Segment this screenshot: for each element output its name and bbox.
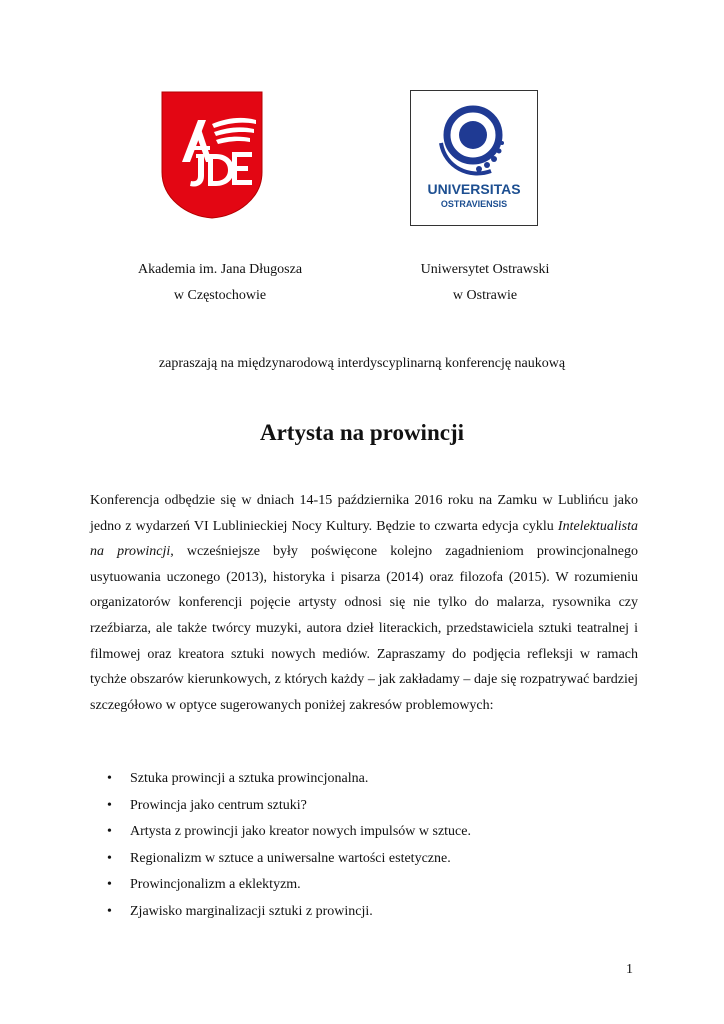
page-number: 1: [626, 962, 633, 977]
institution-right-name: Uniwersytet Ostrawski: [420, 262, 550, 277]
list-item-text: Sztuka prowincji a sztuka prowincjonalna.: [130, 771, 369, 786]
body-text-part2: , wcześniejsze były poświęcone kolejno zagadnieniom prowincjonalnego usytuowania uczonego (2013), historyka i pisarza (2014) oraz filozofa (2015). W rozumieniu organizatorów konferencji pojęcie artysty odnosi się nie tylko do malarza, rysownika czy rzeźbiarza, ale także twórcy muzyki, autora dzieł literackich, przedstawiciela sztuki teatralnej i filmowej oraz kreatora sztuki nowych mediów. Zapraszamy do podjęcia refleksji w ramach tychże obszarów kierunkowych, z których każdy – jak zakładamy – daje się rozpatrywać bardziej szczegółowo w optyce sugerowanych poniżej zakresów problemowych:: [90, 544, 638, 713]
invitation-line: zapraszają na międzynarodową interdyscyplinarną konferencję naukową: [158, 356, 566, 371]
list-item-text: Prowincjonalizm a eklektyzm.: [130, 877, 301, 892]
list-item: [90, 766, 638, 793]
ajd-shield-icon: [160, 90, 264, 220]
list-item: [90, 793, 638, 820]
uo-logo-title: UNIVERSITAS: [427, 181, 521, 197]
bullet-icon: •: [107, 877, 112, 892]
institution-left-name: Akademia im. Jana Długosza: [137, 262, 303, 277]
bullet-icon: •: [107, 850, 112, 866]
conference-title: Artysta na prowincji: [259, 420, 464, 445]
uo-logo: [410, 90, 538, 226]
institution-left: [120, 257, 320, 309]
ajd-logo: [160, 90, 264, 220]
cycle-name: Intelektualista na prowincji: [90, 518, 638, 560]
list-item: [90, 872, 638, 899]
topic-list: [90, 766, 638, 925]
list-item-text: Regionalizm w sztuce a uniwersalne wartości estetyczne.: [130, 850, 451, 866]
bullet-icon: •: [107, 903, 112, 919]
institution-right-city: w Ostrawie: [452, 288, 518, 303]
list-item: [90, 846, 638, 873]
body-paragraph: [90, 488, 638, 718]
list-item-text: Prowincja jako centrum sztuki?: [130, 797, 307, 813]
list-item: [90, 819, 638, 846]
list-item-text: Zjawisko marginalizacji sztuki z prowincji.: [130, 903, 373, 919]
institution-right: [385, 257, 585, 309]
body-text-part1: Konferencja odbędzie się w dniach 14-15 października 2016 roku na Zamku w Lublińcu jako jedno z wydarzeń VI Lublinieckiej Nocy Kultury. Będzie to czwarta edycja cyklu: [90, 493, 638, 534]
institution-left-city: w Częstochowie: [173, 288, 267, 303]
list-item-text: Artysta z prowincji jako kreator nowych impulsów w sztuce.: [130, 824, 471, 839]
bullet-icon: •: [107, 797, 112, 813]
bullet-icon: •: [107, 824, 112, 839]
list-item: [90, 899, 638, 926]
uo-logo-subtitle: OSTRAVIENSIS: [440, 199, 508, 209]
uo-emblem-icon: [411, 91, 537, 225]
bullet-icon: •: [107, 771, 112, 786]
